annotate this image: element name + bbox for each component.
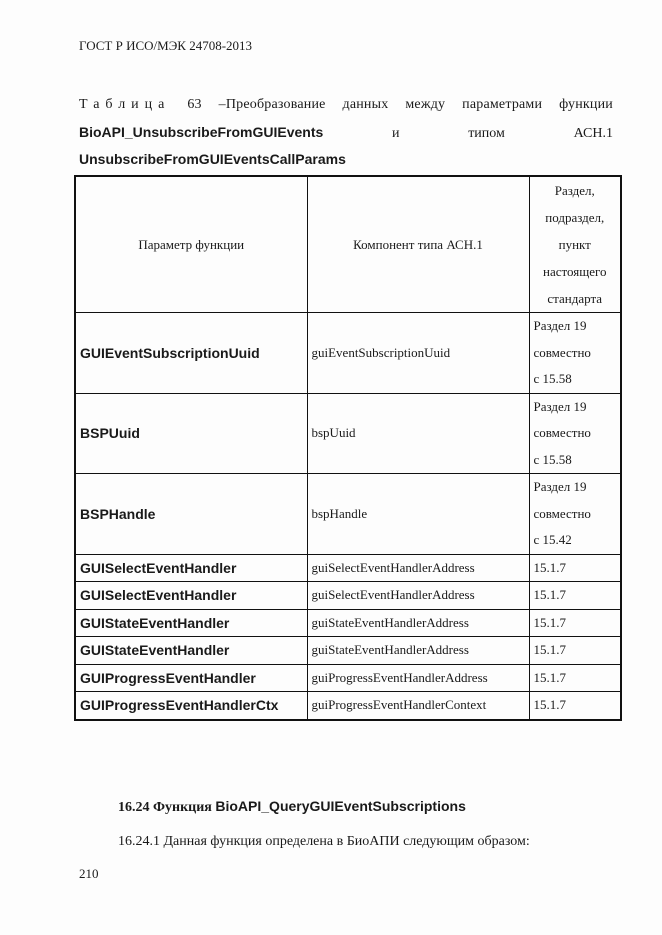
cell-section-line: 15.1.7: [533, 614, 566, 630]
table-row: [75, 692, 621, 720]
table-row: [75, 554, 621, 582]
cell-param: GUIProgressEventHandlerCtx: [75, 692, 307, 720]
caption-conj: и: [391, 126, 400, 141]
table-row: [75, 664, 621, 692]
table-header-row: [75, 176, 621, 313]
cell-section-line: 15.1.7: [533, 642, 566, 657]
cell-component: guiProgressEventHandlerContext: [307, 692, 529, 720]
mapping-table: [74, 175, 622, 721]
section-heading: [118, 798, 466, 816]
table-row: [75, 582, 621, 610]
cell-param: GUISelectEventHandler: [75, 582, 307, 610]
cell-section: [529, 664, 621, 692]
document-header: ГОСТ Р ИСО/МЭК 24708-2013: [79, 38, 253, 53]
header-component: Компонент типа АСН.1: [307, 176, 529, 313]
caption-text: –Преобразование данных между параметрами функции: [218, 97, 613, 112]
cell-section-line: Раздел 19: [533, 318, 587, 333]
paragraph-text: 16.24.1 Данная функция определена в БиоАПИ следующим образом:: [118, 834, 530, 849]
section-function-name: BioAPI_QueryGUIEventSubscriptions: [215, 798, 466, 814]
caption-function-name: BioAPI_UnsubscribeFromGUIEvents: [79, 124, 324, 140]
caption-number: 63: [187, 97, 202, 112]
cell-component: guiStateEventHandlerAddress: [307, 609, 529, 637]
cell-section: [529, 554, 621, 582]
table-row: [75, 637, 621, 665]
cell-section-line: 15.1.7: [533, 697, 566, 712]
cell-section-line: 15.1.7: [533, 587, 566, 602]
cell-section: [529, 393, 621, 474]
cell-param: GUISelectEventHandler: [75, 554, 307, 582]
cell-section-line: совместно: [533, 505, 591, 521]
header-param: Параметр функции: [75, 176, 307, 313]
cell-section-line: Раздел 19: [533, 398, 587, 414]
cell-param: BSPUuid: [75, 393, 307, 474]
cell-component: bspHandle: [307, 474, 529, 555]
table-caption-line2: [79, 124, 613, 142]
cell-section-line: совместно: [533, 344, 591, 360]
table-caption-line1: [79, 97, 613, 113]
cell-section-line: 15.1.7: [533, 669, 566, 685]
section-word: Функция: [153, 800, 212, 815]
table-row: [75, 474, 621, 555]
cell-section: [529, 609, 621, 637]
cell-param: GUIProgressEventHandler: [75, 664, 307, 692]
caption-type-word: типом: [468, 126, 505, 141]
cell-component: guiEventSubscriptionUuid: [307, 313, 529, 394]
cell-param: BSPHandle: [75, 474, 307, 555]
cell-param: GUIStateEventHandler: [75, 609, 307, 637]
caption-type-name: UnsubscribeFromGUIEventsCallParams: [79, 151, 346, 167]
table-row: [75, 393, 621, 474]
cell-component: guiSelectEventHandlerAddress: [307, 582, 529, 610]
cell-section-line: Раздел 19: [533, 479, 587, 494]
cell-component: guiProgressEventHandlerAddress: [307, 664, 529, 692]
cell-component: bspUuid: [307, 393, 529, 474]
cell-component: guiStateEventHandlerAddress: [307, 637, 529, 665]
cell-component: guiSelectEventHandlerAddress: [307, 554, 529, 582]
header-section-line: настоящего: [542, 264, 607, 279]
cell-section: [529, 637, 621, 665]
header-section-line: пункт: [558, 237, 591, 252]
cell-param: GUIEventSubscriptionUuid: [75, 313, 307, 394]
section-number: 16.24: [118, 800, 150, 815]
cell-section: [529, 474, 621, 555]
table-row: [75, 609, 621, 637]
cell-section-line: совместно: [533, 425, 591, 440]
cell-section: [529, 582, 621, 610]
cell-section: [529, 692, 621, 720]
cell-section-line: с 15.42: [533, 532, 572, 547]
cell-section-line: 15.1.7: [533, 559, 566, 575]
cell-section-line: с 15.58: [533, 371, 572, 386]
page-number: 210: [79, 866, 99, 881]
header-section-line: подраздел,: [545, 210, 605, 225]
header-section-line: Раздел,: [554, 183, 595, 198]
cell-section: [529, 313, 621, 394]
caption-asn: АСН.1: [573, 126, 613, 141]
table-row: [75, 313, 621, 394]
caption-label: Таблица: [79, 97, 171, 112]
cell-param: GUIStateEventHandler: [75, 637, 307, 665]
cell-section-line: с 15.58: [533, 451, 572, 467]
header-section: [529, 176, 621, 313]
header-section-line: стандарта: [547, 291, 603, 306]
